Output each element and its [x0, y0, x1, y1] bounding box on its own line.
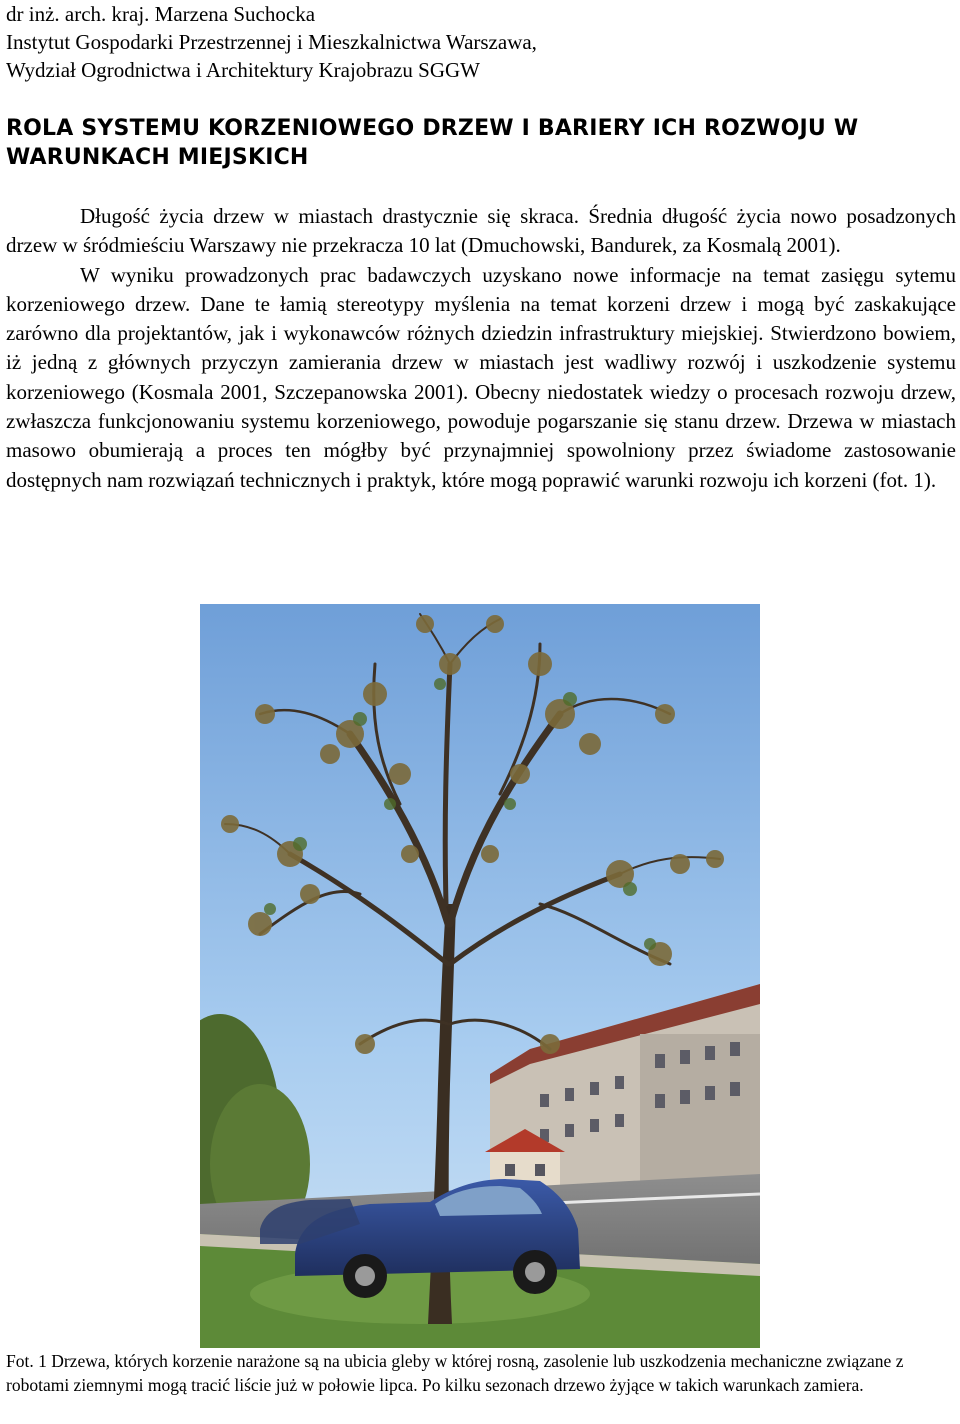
page-content: [6, 0, 956, 495]
affiliation-line-2: Wydział Ogrodnictwa i Architektury Krajobrazu SGGW: [6, 58, 481, 82]
article-title: ROLA SYSTEMU KORZENIOWEGO DRZEW I BARIERY ICH ROZWOJU W WARUNKACH MIEJSKICH: [6, 116, 859, 170]
tree-photo-illustration: [200, 604, 760, 1348]
figure-caption: Fot. 1 Drzewa, których korzenie narażone są na ubicia gleby w której rosną, zasolenie lub uszkodzenia mechaniczne związane z robotami ziemnymi mogą tracić liście już w połowie lipca. Po kilku sezonach drzewo żyjące w takich warunkach zamiera.: [6, 1351, 904, 1395]
author-name: dr inż. arch. kraj. Marzena Suchocka: [6, 2, 316, 26]
affiliation-line-1: Instytut Gospodarki Przestrzennej i Mieszkalnictwa Warszawa,: [6, 30, 537, 54]
paragraph-1: Długość życia drzew w miastach drastycznie się skraca. Średnia długość życia nowo posadzonych drzew w śródmieściu Warszawy nie przekracza 10 lat (Dmuchowski, Bandurek, za Kosmalą 2001).: [6, 204, 956, 258]
author-block: [6, 0, 956, 84]
article-body: [6, 202, 956, 495]
tree-photo: [200, 604, 760, 1348]
paragraph-2: W wyniku prowadzonych prac badawczych uzyskano nowe informacje na temat zasięgu sytemu korzeniowego drzew. Dane te łamią stereotypy myślenia na temat korzeni drzew i mogą być zaskakujące zarówno dla projektantów, jak i wykonawców różnych dziedzin infrastruktury miejskiej. Stwierdzono bowiem, iż jedną z głównych przyczyn zamierania drzew w miastach jest wadliwy rozwój i uszkodzenie systemu korzeniowego (Kosmala 2001, Szczepanowska 2001). Obecny niedostatek wiedzy o procesach rozwoju drzew, zwłaszcza funkcjonowaniu systemu korzeniowego, powoduje pogarszanie się stanu drzew. Drzewa w miastach masowo obumierają a proces ten mógłby być przynajmniej spowolniony przez świadome zastosowanie dostępnych nam rozwiązań technicznych i praktyk, które mogą poprawić warunki rozwoju ich korzeni (fot. 1).: [6, 262, 956, 492]
